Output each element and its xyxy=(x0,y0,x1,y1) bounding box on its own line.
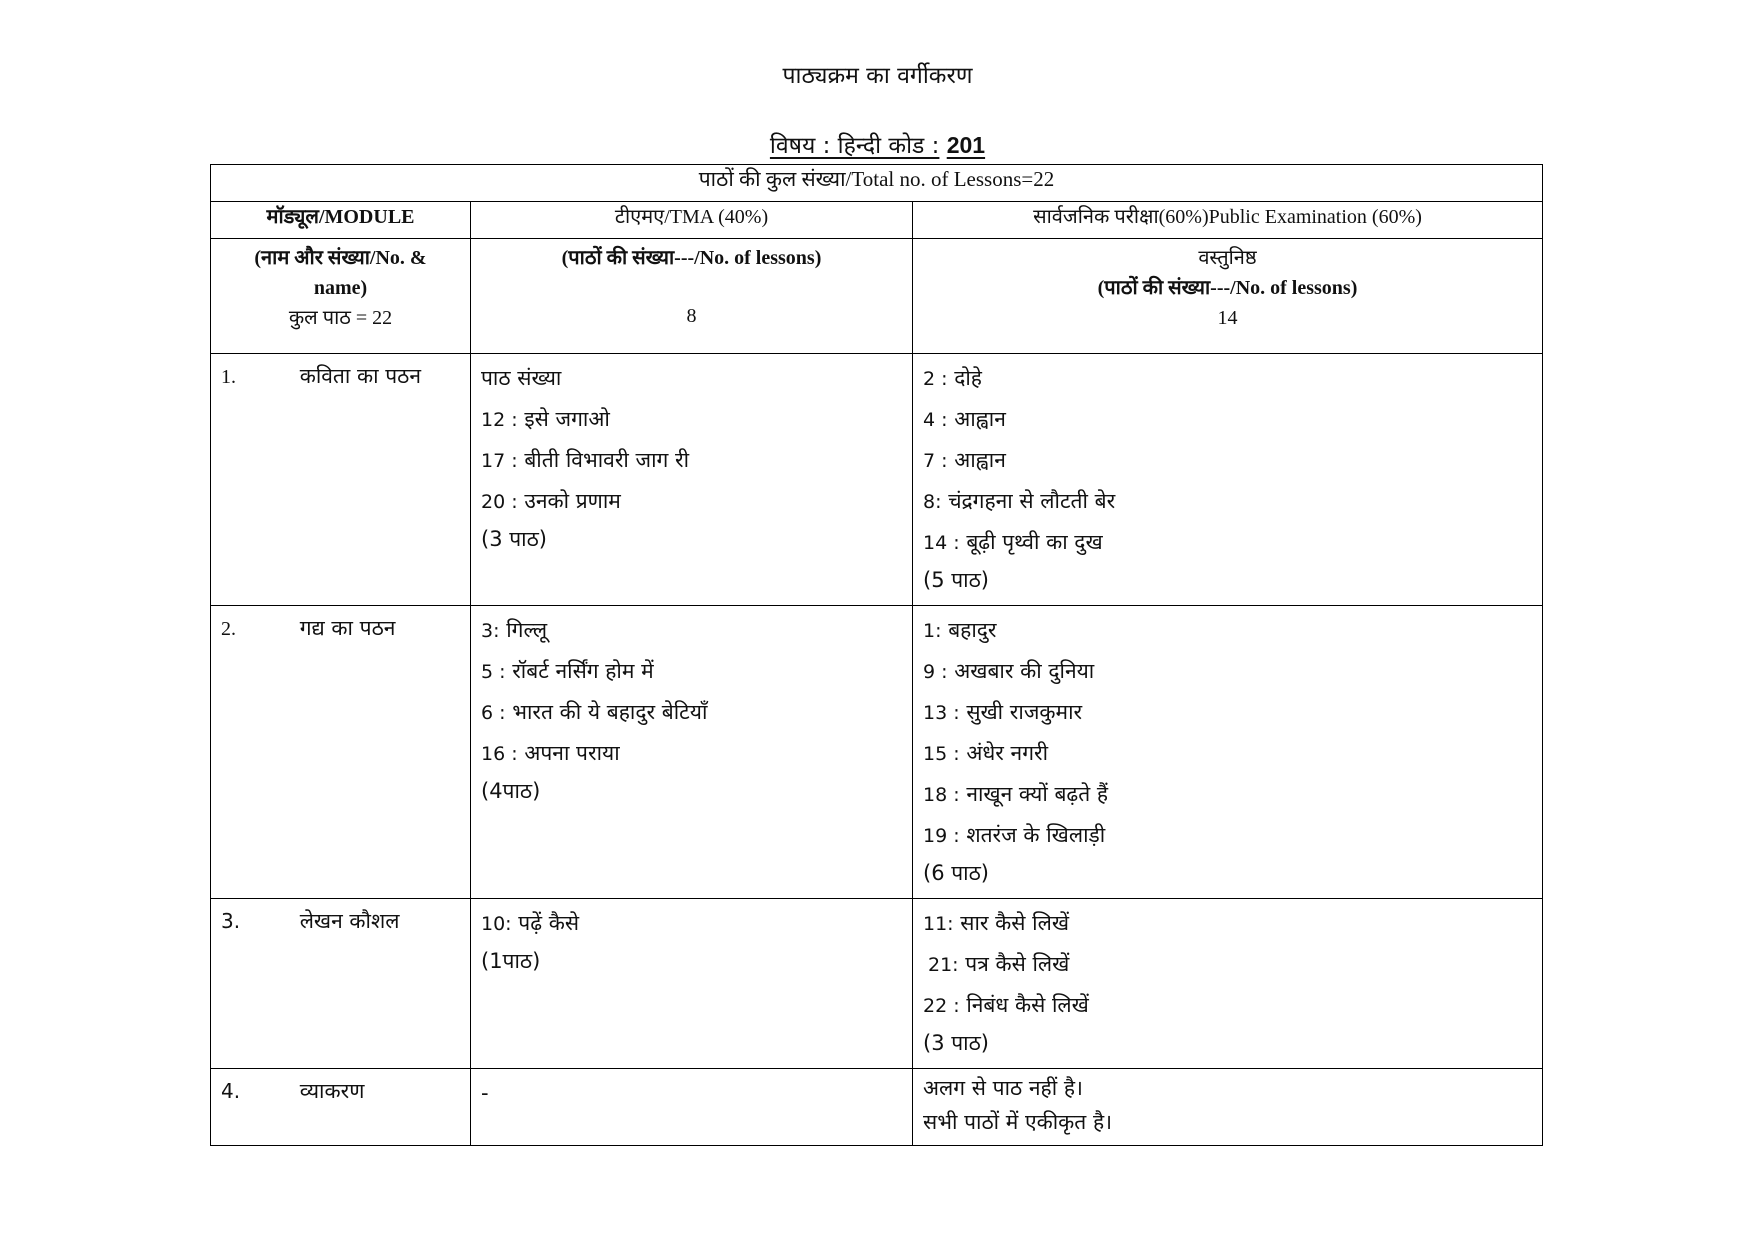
tma-subheader xyxy=(471,239,913,354)
tma-lesson-item: 6 : भारत की ये बहादुर बेटियाँ xyxy=(481,700,708,724)
tma-lesson-item: 16 : अपना पराया xyxy=(481,741,620,765)
module-3-cell xyxy=(211,899,471,1069)
module-3-number: 3. xyxy=(221,909,241,933)
exam-note-line1: अलग से पाठ नहीं है। xyxy=(923,1076,1083,1100)
module-2-cell xyxy=(211,606,471,899)
exam-lesson-count: (6 पाठ) xyxy=(923,861,989,885)
public-exam-subheader xyxy=(913,239,1543,354)
module-1-tma xyxy=(471,354,913,606)
subject-line xyxy=(0,128,1755,160)
exam-lesson-item: 11: सार कैसे लिखें xyxy=(923,911,1070,935)
tma-subheader-label: (पाठों की संख्या---/No. of lessons) xyxy=(561,247,822,269)
exam-lesson-item: 1: बहादुर xyxy=(923,618,997,642)
tma-lesson-item: 5 : रॉबर्ट नर्सिंग होम में xyxy=(481,659,654,683)
total-lessons-header: पाठों की कुल संख्या/Total no. of Lessons=22 xyxy=(211,165,1543,202)
module-row-1 xyxy=(211,354,1543,606)
module-4-number: 4. xyxy=(221,1079,241,1103)
module-1-number: 1. xyxy=(221,366,236,388)
exam-lesson-item: 14 : बूढ़ी पृथ्वी का दुख xyxy=(923,530,1103,554)
exam-lesson-item: 19 : शतरंज के खिलाड़ी xyxy=(923,823,1106,847)
tma-lesson-count: (4पाठ) xyxy=(481,779,541,803)
page-title: पाठ्यक्रम का वर्गीकरण xyxy=(782,63,973,89)
tma-empty-value: - xyxy=(481,1081,489,1105)
module-row-2 xyxy=(211,606,1543,899)
exam-lesson-item: 7 : आह्वान xyxy=(923,448,1006,472)
module-row-4 xyxy=(211,1069,1543,1146)
exam-lesson-item: 13 : सुखी राजकुमार xyxy=(923,700,1083,724)
exam-lesson-item: 22 : निबंध कैसे लिखें xyxy=(923,993,1089,1017)
exam-lesson-item: 8: चंद्रगहना से लौटती बेर xyxy=(923,489,1116,513)
tma-lesson-item: 3: गिल्लू xyxy=(481,618,548,642)
exam-lesson-item: 2 : दोहे xyxy=(923,366,982,390)
tma-lesson-item: 20 : उनको प्रणाम xyxy=(481,489,621,513)
module-subheader-line1: (नाम और संख्या/No. & xyxy=(254,247,427,269)
module-1-public-exam xyxy=(913,354,1543,606)
module-4-tma xyxy=(471,1069,913,1146)
module-subheader-line2: name) xyxy=(313,277,368,299)
objective-label: वस्तुनिष्ठ xyxy=(1198,247,1257,269)
public-exam-subheader-label: (पाठों की संख्या---/No. of lessons) xyxy=(1097,277,1358,299)
subject-label: विषय : हिन्दी कोड : xyxy=(769,133,940,159)
module-2-public-exam xyxy=(913,606,1543,899)
module-1-cell xyxy=(211,354,471,606)
tma-lesson-item: पाठ संख्या xyxy=(481,366,562,390)
syllabus-table xyxy=(210,164,1543,1146)
exam-lesson-item: 18 : नाखून क्यों बढ़ते हैं xyxy=(923,782,1109,806)
module-total: कुल पाठ = 22 xyxy=(288,307,393,329)
module-2-name: गद्य का पठन xyxy=(299,616,396,640)
module-2-number: 2. xyxy=(221,618,236,640)
tma-lesson-count: (3 पाठ) xyxy=(481,527,547,551)
public-exam-lesson-count: 14 xyxy=(1217,307,1238,329)
tma-column-header: टीएमए/TMA (40%) xyxy=(471,202,913,239)
module-column-header: मॉड्यूल/MODULE xyxy=(211,202,471,239)
module-3-public-exam xyxy=(913,899,1543,1069)
tma-lesson-count: 8 xyxy=(686,305,697,327)
exam-lesson-item: 4 : आह्वान xyxy=(923,407,1006,431)
tma-lesson-item: 12 : इसे जगाओ xyxy=(481,407,610,431)
subject-code: 201 xyxy=(946,132,986,158)
module-subheader xyxy=(211,239,471,354)
module-1-name: कविता का पठन xyxy=(299,364,422,388)
tma-lesson-item: 10: पढ़ें कैसे xyxy=(481,911,580,935)
module-4-public-exam xyxy=(913,1069,1543,1146)
exam-lesson-item: 9 : अखबार की दुनिया xyxy=(923,659,1095,683)
exam-lesson-count: (5 पाठ) xyxy=(923,568,989,592)
module-row-3 xyxy=(211,899,1543,1069)
tma-lesson-count: (1पाठ) xyxy=(481,949,541,973)
module-3-name: लेखन कौशल xyxy=(299,909,400,933)
module-4-cell xyxy=(211,1069,471,1146)
exam-note-line2: सभी पाठों में एकीकृत है। xyxy=(923,1110,1113,1134)
exam-lesson-item: 21: पत्र कैसे लिखें xyxy=(928,952,1070,976)
tma-lesson-item: 17 : बीती विभावरी जाग री xyxy=(481,448,690,472)
module-2-tma xyxy=(471,606,913,899)
exam-lesson-item: 15 : अंधेर नगरी xyxy=(923,741,1049,765)
module-3-tma xyxy=(471,899,913,1069)
exam-lesson-count: (3 पाठ) xyxy=(923,1031,989,1055)
public-exam-column-header: सार्वजनिक परीक्षा(60%)Public Examination (60%) xyxy=(913,202,1543,239)
module-4-name: व्याकरण xyxy=(299,1079,365,1103)
